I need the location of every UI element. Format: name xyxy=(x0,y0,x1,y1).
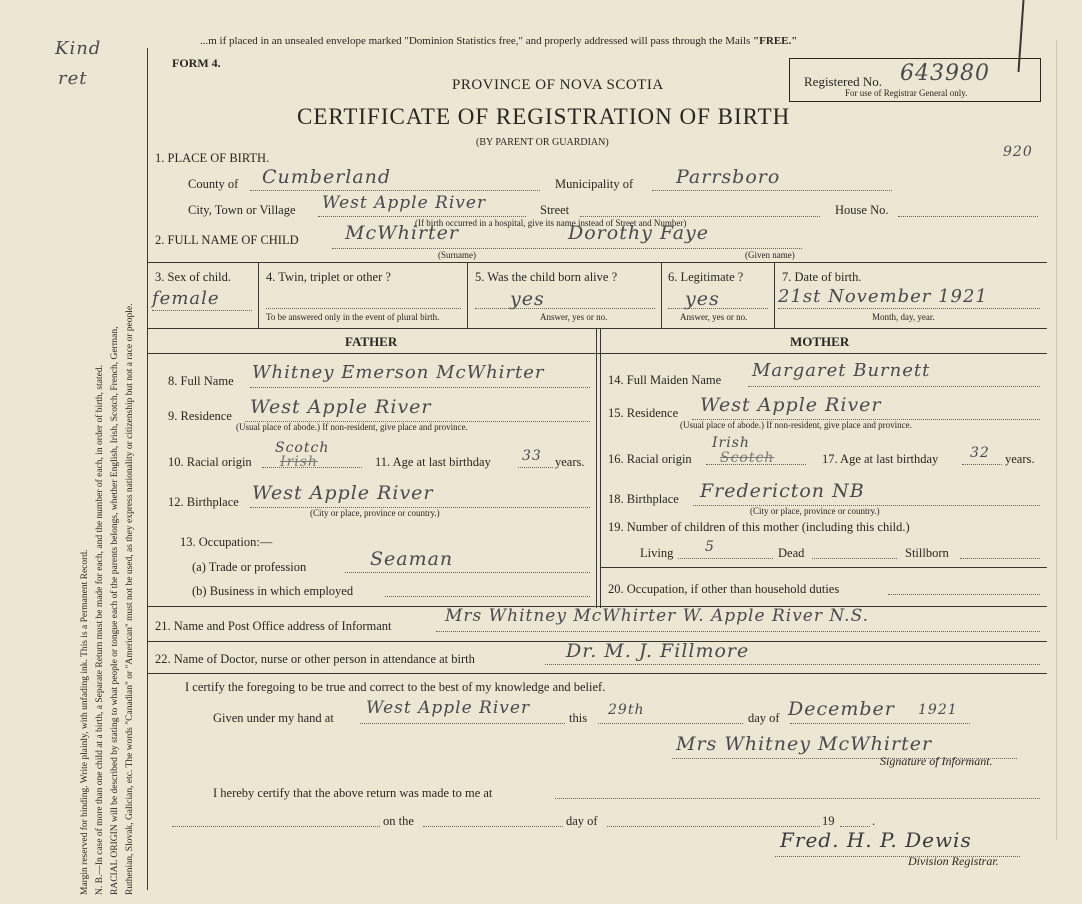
street-line xyxy=(580,216,820,217)
mother-birthplace-value: Fredericton NB xyxy=(700,480,865,502)
sex-label: 3. Sex of child. xyxy=(155,270,232,284)
mother-age-value: 32 xyxy=(970,445,990,461)
mother-age-line xyxy=(962,464,1002,465)
twin-label: 4. Twin, triplet or other ? xyxy=(266,270,391,284)
day-line xyxy=(598,723,743,724)
legitimate-line xyxy=(668,308,768,309)
row3-divider-4 xyxy=(774,262,775,328)
row3-divider-3 xyxy=(661,262,662,328)
mother-years-label: years. xyxy=(1005,452,1035,466)
stillborn-line xyxy=(960,558,1040,559)
registered-label: Registered No. xyxy=(804,74,882,89)
informant-signature: Mrs Whitney McWhirter xyxy=(676,733,933,755)
father-age-line xyxy=(518,467,553,468)
birthdate-line xyxy=(778,308,1040,309)
child-name-line xyxy=(332,248,802,249)
father-race-value: Scotch xyxy=(275,440,330,456)
children-count-label: 19. Number of children of this mother (including this child.) xyxy=(608,520,910,534)
paper-edge xyxy=(1056,40,1057,840)
county-line xyxy=(250,190,540,191)
child-given-name: Dorothy Faye xyxy=(568,222,710,244)
registered-note: For use of Registrar General only. xyxy=(845,88,968,98)
mother-race-label: 16. Racial origin xyxy=(608,452,692,466)
birthdate-value: 21st November 1921 xyxy=(778,286,988,307)
alive-value: yes xyxy=(510,288,545,310)
margin-note-2: ret xyxy=(58,68,88,89)
this-label: this xyxy=(569,711,588,725)
informant-line xyxy=(436,631,1040,632)
column-divider-2 xyxy=(600,328,601,608)
doctor-label: 22. Name of Doctor, nurse or other person in attendance at birth xyxy=(155,652,475,666)
mother-residence-note: (Usual place of abode.) If non-resident, give place and province. xyxy=(680,420,912,430)
alive-note: Answer, yes or no. xyxy=(540,312,608,322)
mother-birthplace-note: (City or place, province or country.) xyxy=(750,506,880,516)
father-residence-value: West Apple River xyxy=(250,396,432,418)
informant-label: 21. Name and Post Office address of Informant xyxy=(155,619,392,633)
house-line xyxy=(898,216,1038,217)
county-value: Cumberland xyxy=(262,166,392,188)
mother-name-line xyxy=(748,386,1040,387)
registrar-month-line xyxy=(607,826,820,827)
registrar-role: Division Registrar. xyxy=(908,854,999,868)
month-value: December xyxy=(788,698,895,720)
trade-label: (a) Trade or profession xyxy=(192,560,307,574)
side-instruction-1: Margin reserved for binding. Write plainly, with unfading ink. This is a Permanent Record. xyxy=(80,549,90,895)
child-name-label: 2. FULL NAME OF CHILD xyxy=(155,233,299,247)
mother-occupation-label: 20. Occupation, if other than household duties xyxy=(608,582,840,596)
father-years-label: years. xyxy=(555,455,585,469)
form-left-border xyxy=(147,48,148,890)
place-heading: 1. PLACE OF BIRTH. xyxy=(155,151,270,165)
form-number: FORM 4. xyxy=(172,56,221,70)
twin-line xyxy=(266,308,461,309)
birthdate-label: 7. Date of birth. xyxy=(782,270,862,284)
alive-label: 5. Was the child born alive ? xyxy=(475,270,618,284)
twin-note: To be answered only in the event of plural birth. xyxy=(266,312,440,322)
mother-residence-value: West Apple River xyxy=(700,394,882,416)
city-label: City, Town or Village xyxy=(188,203,296,217)
day-value: 29th xyxy=(608,702,645,718)
mother-birthplace-label: 18. Birthplace xyxy=(608,492,679,506)
business-line xyxy=(385,596,590,597)
mother-age-label: 17. Age at last birthday xyxy=(822,452,939,466)
father-heading: FATHER xyxy=(345,334,398,349)
registrar-pre-line xyxy=(172,826,380,827)
hospital-note: (If birth occurred in a hospital, give its name instead of Street and Number) xyxy=(415,218,687,228)
legitimate-label: 6. Legitimate ? xyxy=(668,270,744,284)
doctor-value: Dr. M. J. Fillmore xyxy=(566,640,750,662)
registrar-signature: Fred. H. P. Dewis xyxy=(780,828,972,852)
father-residence-label: 9. Residence xyxy=(168,409,232,423)
sex-value: female xyxy=(152,288,220,309)
heading-rule xyxy=(147,353,1047,354)
row3-divider-2 xyxy=(467,262,468,328)
sex-line xyxy=(152,310,252,311)
side-instruction-4: Ruthenian, Slovak, Galician, etc. The words "Canadian" or "American" must not be used, as they express nationality or citizenship but not a race or people. xyxy=(125,303,135,895)
mother-row19-rule xyxy=(600,567,1047,568)
living-line xyxy=(678,558,773,559)
given-place-line xyxy=(360,723,565,724)
certify-text: I certify the foregoing to be true and correct to the best of my knowledge and belief. xyxy=(185,680,606,694)
on-the-label: on the xyxy=(383,814,414,828)
mother-residence-label: 15. Residence xyxy=(608,406,679,420)
given-caption: (Given name) xyxy=(745,250,795,260)
city-value: West Apple River xyxy=(322,193,487,213)
certificate-title: CERTIFICATE OF REGISTRATION OF BIRTH xyxy=(297,104,791,129)
legitimate-value: yes xyxy=(685,288,720,310)
given-place-value: West Apple River xyxy=(366,698,531,718)
margin-note-1: Kind xyxy=(55,38,102,59)
mother-name-value: Margaret Burnett xyxy=(752,360,931,381)
birthdate-note: Month, day, year. xyxy=(872,312,935,322)
registrar-day-line xyxy=(423,826,563,827)
trade-line xyxy=(345,572,590,573)
father-occupation-label: 13. Occupation:— xyxy=(180,535,273,549)
dead-line xyxy=(812,558,897,559)
living-label: Living xyxy=(640,546,674,560)
mother-name-label: 14. Full Maiden Name xyxy=(608,373,722,387)
column-divider xyxy=(596,328,597,608)
mother-occupation-line xyxy=(888,594,1040,595)
county-label: County of xyxy=(188,177,239,191)
registered-number: 643980 xyxy=(900,61,990,86)
father-name-label: 8. Full Name xyxy=(168,374,234,388)
father-birthplace-note: (City or place, province or country.) xyxy=(310,508,440,518)
father-birthplace-value: West Apple River xyxy=(252,482,434,504)
surname-caption: (Surname) xyxy=(438,250,476,260)
house-label: House No. xyxy=(835,203,889,217)
father-name-value: Whitney Emerson McWhirter xyxy=(252,362,545,383)
street-label: Street xyxy=(540,203,570,217)
mother-race-crossed: Scotch xyxy=(720,450,775,466)
father-residence-note: (Usual place of abode.) If non-resident, give place and province. xyxy=(236,422,468,432)
stillborn-label: Stillborn xyxy=(905,546,949,560)
dead-label: Dead xyxy=(778,546,805,560)
municipality-line xyxy=(652,190,892,191)
row3-divider-1 xyxy=(258,262,259,328)
registrar-text: I hereby certify that the above return was made to me at xyxy=(213,786,493,800)
mother-race-value: Irish xyxy=(712,435,750,451)
registrar-year-line xyxy=(840,826,870,827)
living-value: 5 xyxy=(705,539,715,555)
side-instruction-3: RACIAL ORIGIN will be described by stating to what people or tongue each of the parents belongs, whether English, Irish, Scotch, French, German, xyxy=(110,326,120,895)
mother-heading: MOTHER xyxy=(790,334,850,349)
province-heading: PROVINCE OF NOVA SCOTIA xyxy=(452,77,664,93)
alive-line xyxy=(475,308,655,309)
father-race-crossed: Irish xyxy=(280,454,318,470)
informant-value: Mrs Whitney McWhirter W. Apple River N.S. xyxy=(445,606,870,626)
municipality-value: Parrsboro xyxy=(676,166,781,188)
doctor-rule xyxy=(147,673,1047,674)
child-surname: McWhirter xyxy=(345,222,459,244)
business-label: (b) Business in which employed xyxy=(192,584,354,598)
municipality-label: Municipality of xyxy=(555,177,634,191)
top-notice: ...m if placed in an unsealed envelope marked "Dominion Statistics free," and properly addressed will pass through the Mails "FREE." xyxy=(200,35,798,47)
month-line xyxy=(790,723,970,724)
side-instruction-2: N. B.—In case of more than one child at a birth, a Separate Return must be made for each, and the number of each, in order of birth, stated. xyxy=(95,365,105,895)
doctor-line xyxy=(545,664,1040,665)
corner-number: 920 xyxy=(1003,144,1033,160)
trade-value: Seaman xyxy=(370,548,454,570)
registrar-place-line xyxy=(555,798,1040,799)
father-age-label: 11. Age at last birthday xyxy=(375,455,491,469)
row3-bottom-rule xyxy=(147,328,1047,329)
given-label: Given under my hand at xyxy=(213,711,334,725)
registrar-year-label: 19 xyxy=(822,814,835,828)
year-value: 1921 xyxy=(918,702,958,718)
signature-caption: Signature of Informant. xyxy=(880,754,993,768)
legitimate-note: Answer, yes or no. xyxy=(680,312,748,322)
registrar-period: . xyxy=(872,814,876,828)
father-age-value: 33 xyxy=(522,448,542,464)
city-line xyxy=(318,216,526,217)
father-race-label: 10. Racial origin xyxy=(168,455,252,469)
certificate-subtitle: (BY PARENT OR GUARDIAN) xyxy=(476,137,609,148)
row3-top-rule xyxy=(147,262,1047,263)
father-name-line xyxy=(250,387,590,388)
day-of-label: day of xyxy=(748,711,780,725)
registrar-day-of-label: day of xyxy=(566,814,598,828)
registered-box xyxy=(789,58,1041,102)
father-birthplace-label: 12. Birthplace xyxy=(168,495,239,509)
